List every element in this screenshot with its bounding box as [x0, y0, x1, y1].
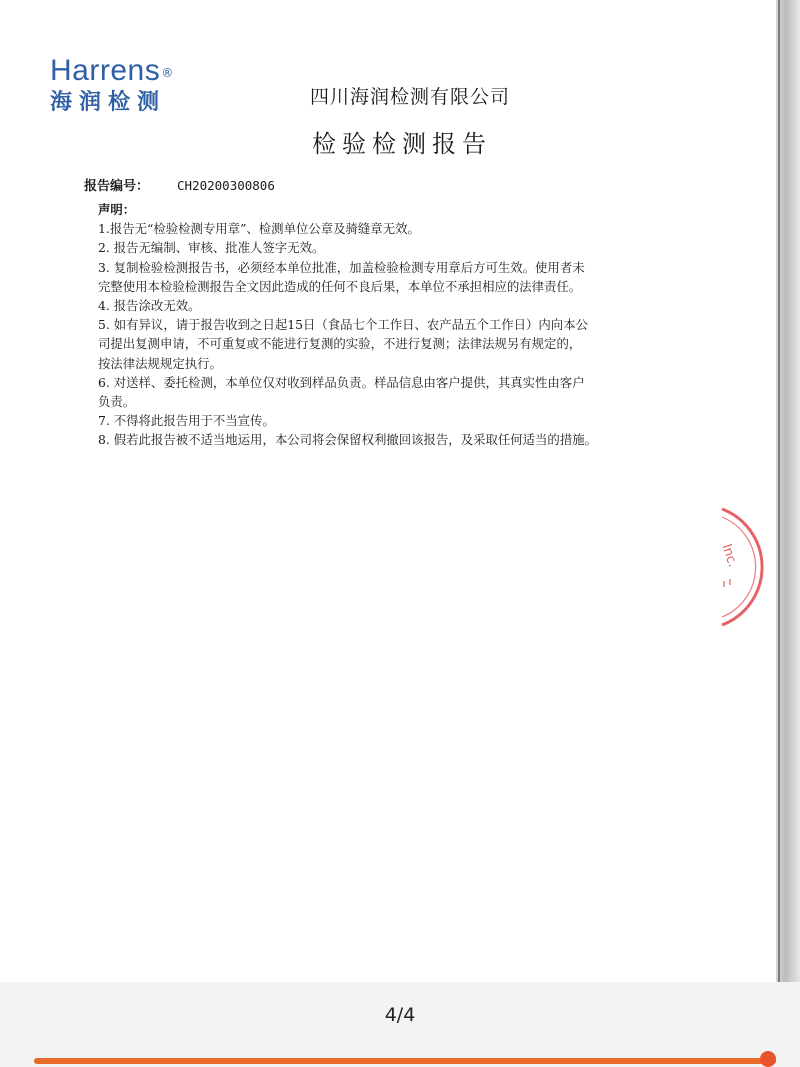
seal-stamp — [700, 505, 776, 629]
company-name: 四川海润检测有限公司 — [310, 86, 511, 108]
report-number-value: CH20200300806 — [177, 178, 275, 193]
company-logo — [50, 54, 173, 116]
statement-line: 3. 复制检验检测报告书，必须经本单位批准，加盖检验检测专用章后方可生效。使用者未 — [98, 259, 585, 275]
statement-line: 1.报告无“检验检测专用章”、检测单位公章及骑缝章无效。 — [98, 221, 420, 237]
logo-chinese: 海润检测 — [50, 90, 167, 115]
page-indicator: 4/4 — [384, 1004, 416, 1026]
statement-title: 声明： — [98, 202, 136, 217]
statement-line: 2. 报告无编制、审核、批准人签字无效。 — [98, 240, 325, 256]
statement-line: 负责。 — [98, 394, 136, 410]
page-progress-bar[interactable] — [34, 1058, 776, 1064]
page-edge-line — [778, 0, 780, 982]
page-progress-handle[interactable] — [760, 1051, 776, 1067]
statement-block — [98, 200, 694, 450]
statement-line: 按法律法规规定执行。 — [98, 355, 222, 371]
logo-english-text: Harrens — [50, 54, 161, 87]
seal-stamp-text: Inc. — [718, 542, 740, 570]
report-number — [84, 175, 275, 194]
seal-stamp-icon — [700, 505, 776, 629]
statement-line: 5. 如有异议，请于报告收到之日起15日（食品七个工作日、农产品五个工作日）内向本公 — [98, 317, 588, 333]
registered-mark: ® — [161, 66, 174, 80]
statement-line: 完整使用本检验检测报告全文因此造成的任何不良后果，本单位不承担相应的法律责任。 — [98, 278, 582, 294]
logo-english — [50, 54, 173, 88]
statement-line: 司提出复测申请，不可重复或不能进行复测的实验，不进行复测；法律法规另有规定的， — [98, 336, 582, 352]
statement-line: 6. 对送样、委托检测，本单位仅对收到样品负责。样品信息由客户提供，其真实性由客户 — [98, 374, 585, 390]
statement-line: 8. 假若此报告被不适当地运用，本公司将会保留权利撤回该报告，及采取任何适当的措施。 — [98, 432, 597, 448]
statement-line: 7. 不得将此报告用于不当宣传。 — [98, 413, 275, 429]
page-progress-fill — [34, 1058, 776, 1064]
statement-line: 4. 报告涂改无效。 — [98, 298, 201, 314]
report-number-label: 报告编号： — [84, 179, 150, 194]
report-title: 检验检测报告 — [312, 130, 492, 158]
